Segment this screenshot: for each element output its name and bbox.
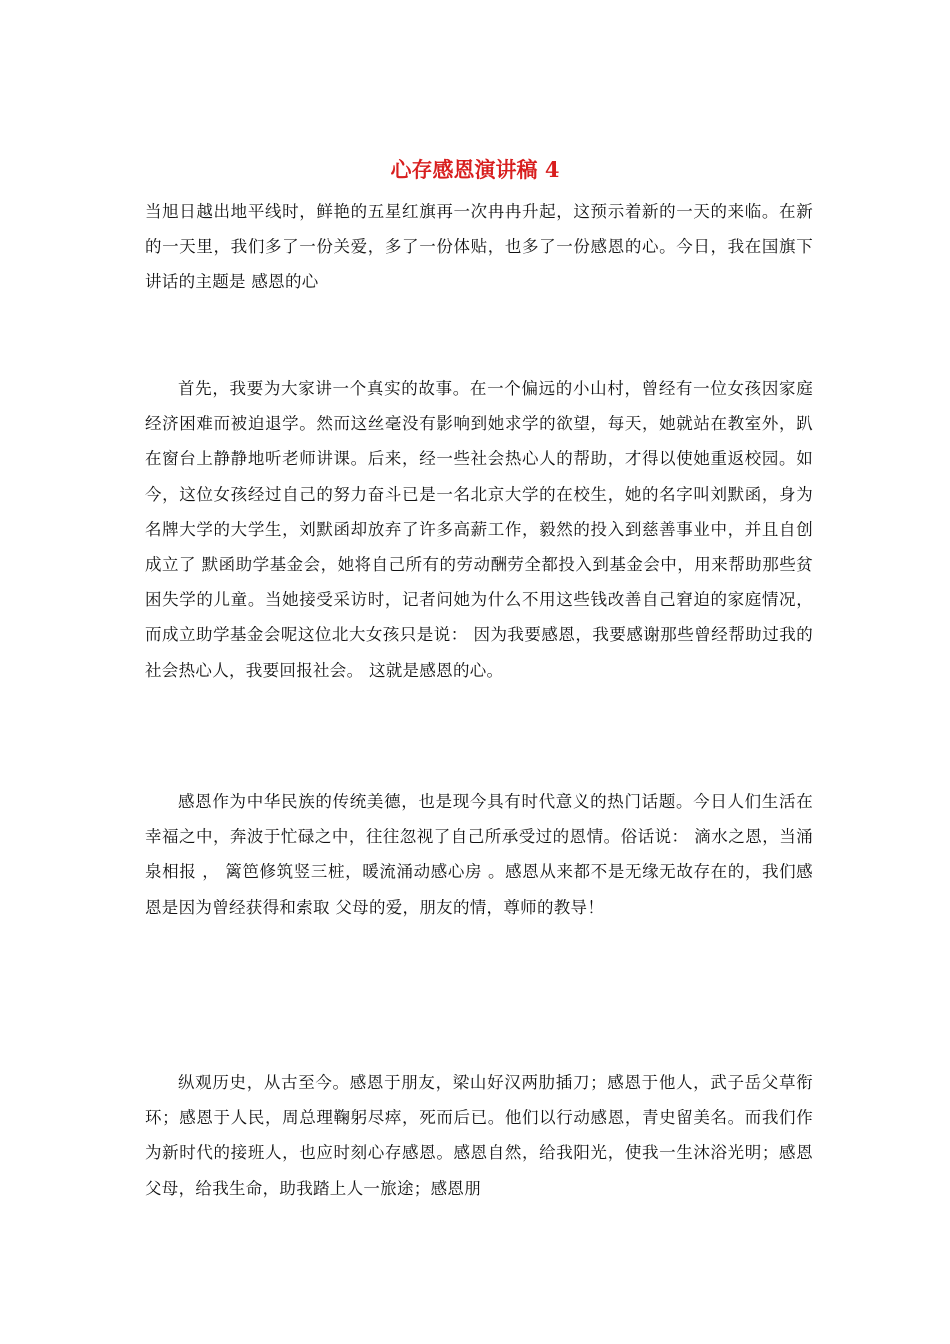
paragraph-history: 纵观历史，从古至今。感恩于朋友，梁山好汉两肋插刀；感恩于他人，武子岳父草衔环；感恩于人民，周总理鞠躬尽瘁，死而后已。他们以行动感恩，青史留美名。而我们作为新时代的接班人，也应时刻心存感恩。感恩自然，给我阳光，使我一生沐浴光明；感恩父母，给我生命，助我踏上人一旅途；感恩朋	[145, 1073, 813, 1198]
paragraph-tradition: 感恩作为中华民族的传统美德，也是现今具有时代意义的热门话题。今日人们生活在幸福之中，奔波于忙碌之中，往往忽视了自己所承受过的恩情。俗话说： 滴水之恩，当涌泉相报 ， 篱笆修筑竖三桩，暖流涌动感心房 。感恩从来都不是无缘无故存在的，我们感恩是因为曾经获得和索取 父母的爱，朋友的情，尊师的教导！	[145, 792, 813, 917]
paragraph-story: 首先，我要为大家讲一个真实的故事。在一个偏远的小山村，曾经有一位女孩因家庭经济困难而被迫退学。然而这丝毫没有影响到她求学的欲望，每天，她就站在教室外，趴在窗台上静静地听老师讲课。后来，经一些社会热心人的帮助，才得以使她重返校园。如今，这位女孩经过自己的努力奋斗已是一名北京大学的在校生，她的名字叫刘默函，身为名牌大学的大学生，刘默函却放弃了许多高薪工作，毅然的投入到慈善事业中，并且自创成立了 默函助学基金会，她将自己所有的劳动酬劳全都投入到基金会中，用来帮助那些贫困失学的儿童。当她接受采访时，记者问她为什么不用这些钱改善自己窘迫的家庭情况，而成立助学基金会呢这位北大女孩只是说： 因为我要感恩，我要感谢那些曾经帮助过我的社会热心人，我要回报社会。 这就是感恩的心。	[145, 379, 813, 680]
document-title: 心存感恩演讲稿 4	[390, 157, 560, 182]
paragraph-intro: 当旭日越出地平线时，鲜艳的五星红旗再一次冉冉升起，这预示着新的一天的来临。在新的一天里，我们多了一份关爱，多了一份体贴，也多了一份感恩的心。今日，我在国旗下讲话的主题是 感恩的心	[145, 202, 813, 292]
